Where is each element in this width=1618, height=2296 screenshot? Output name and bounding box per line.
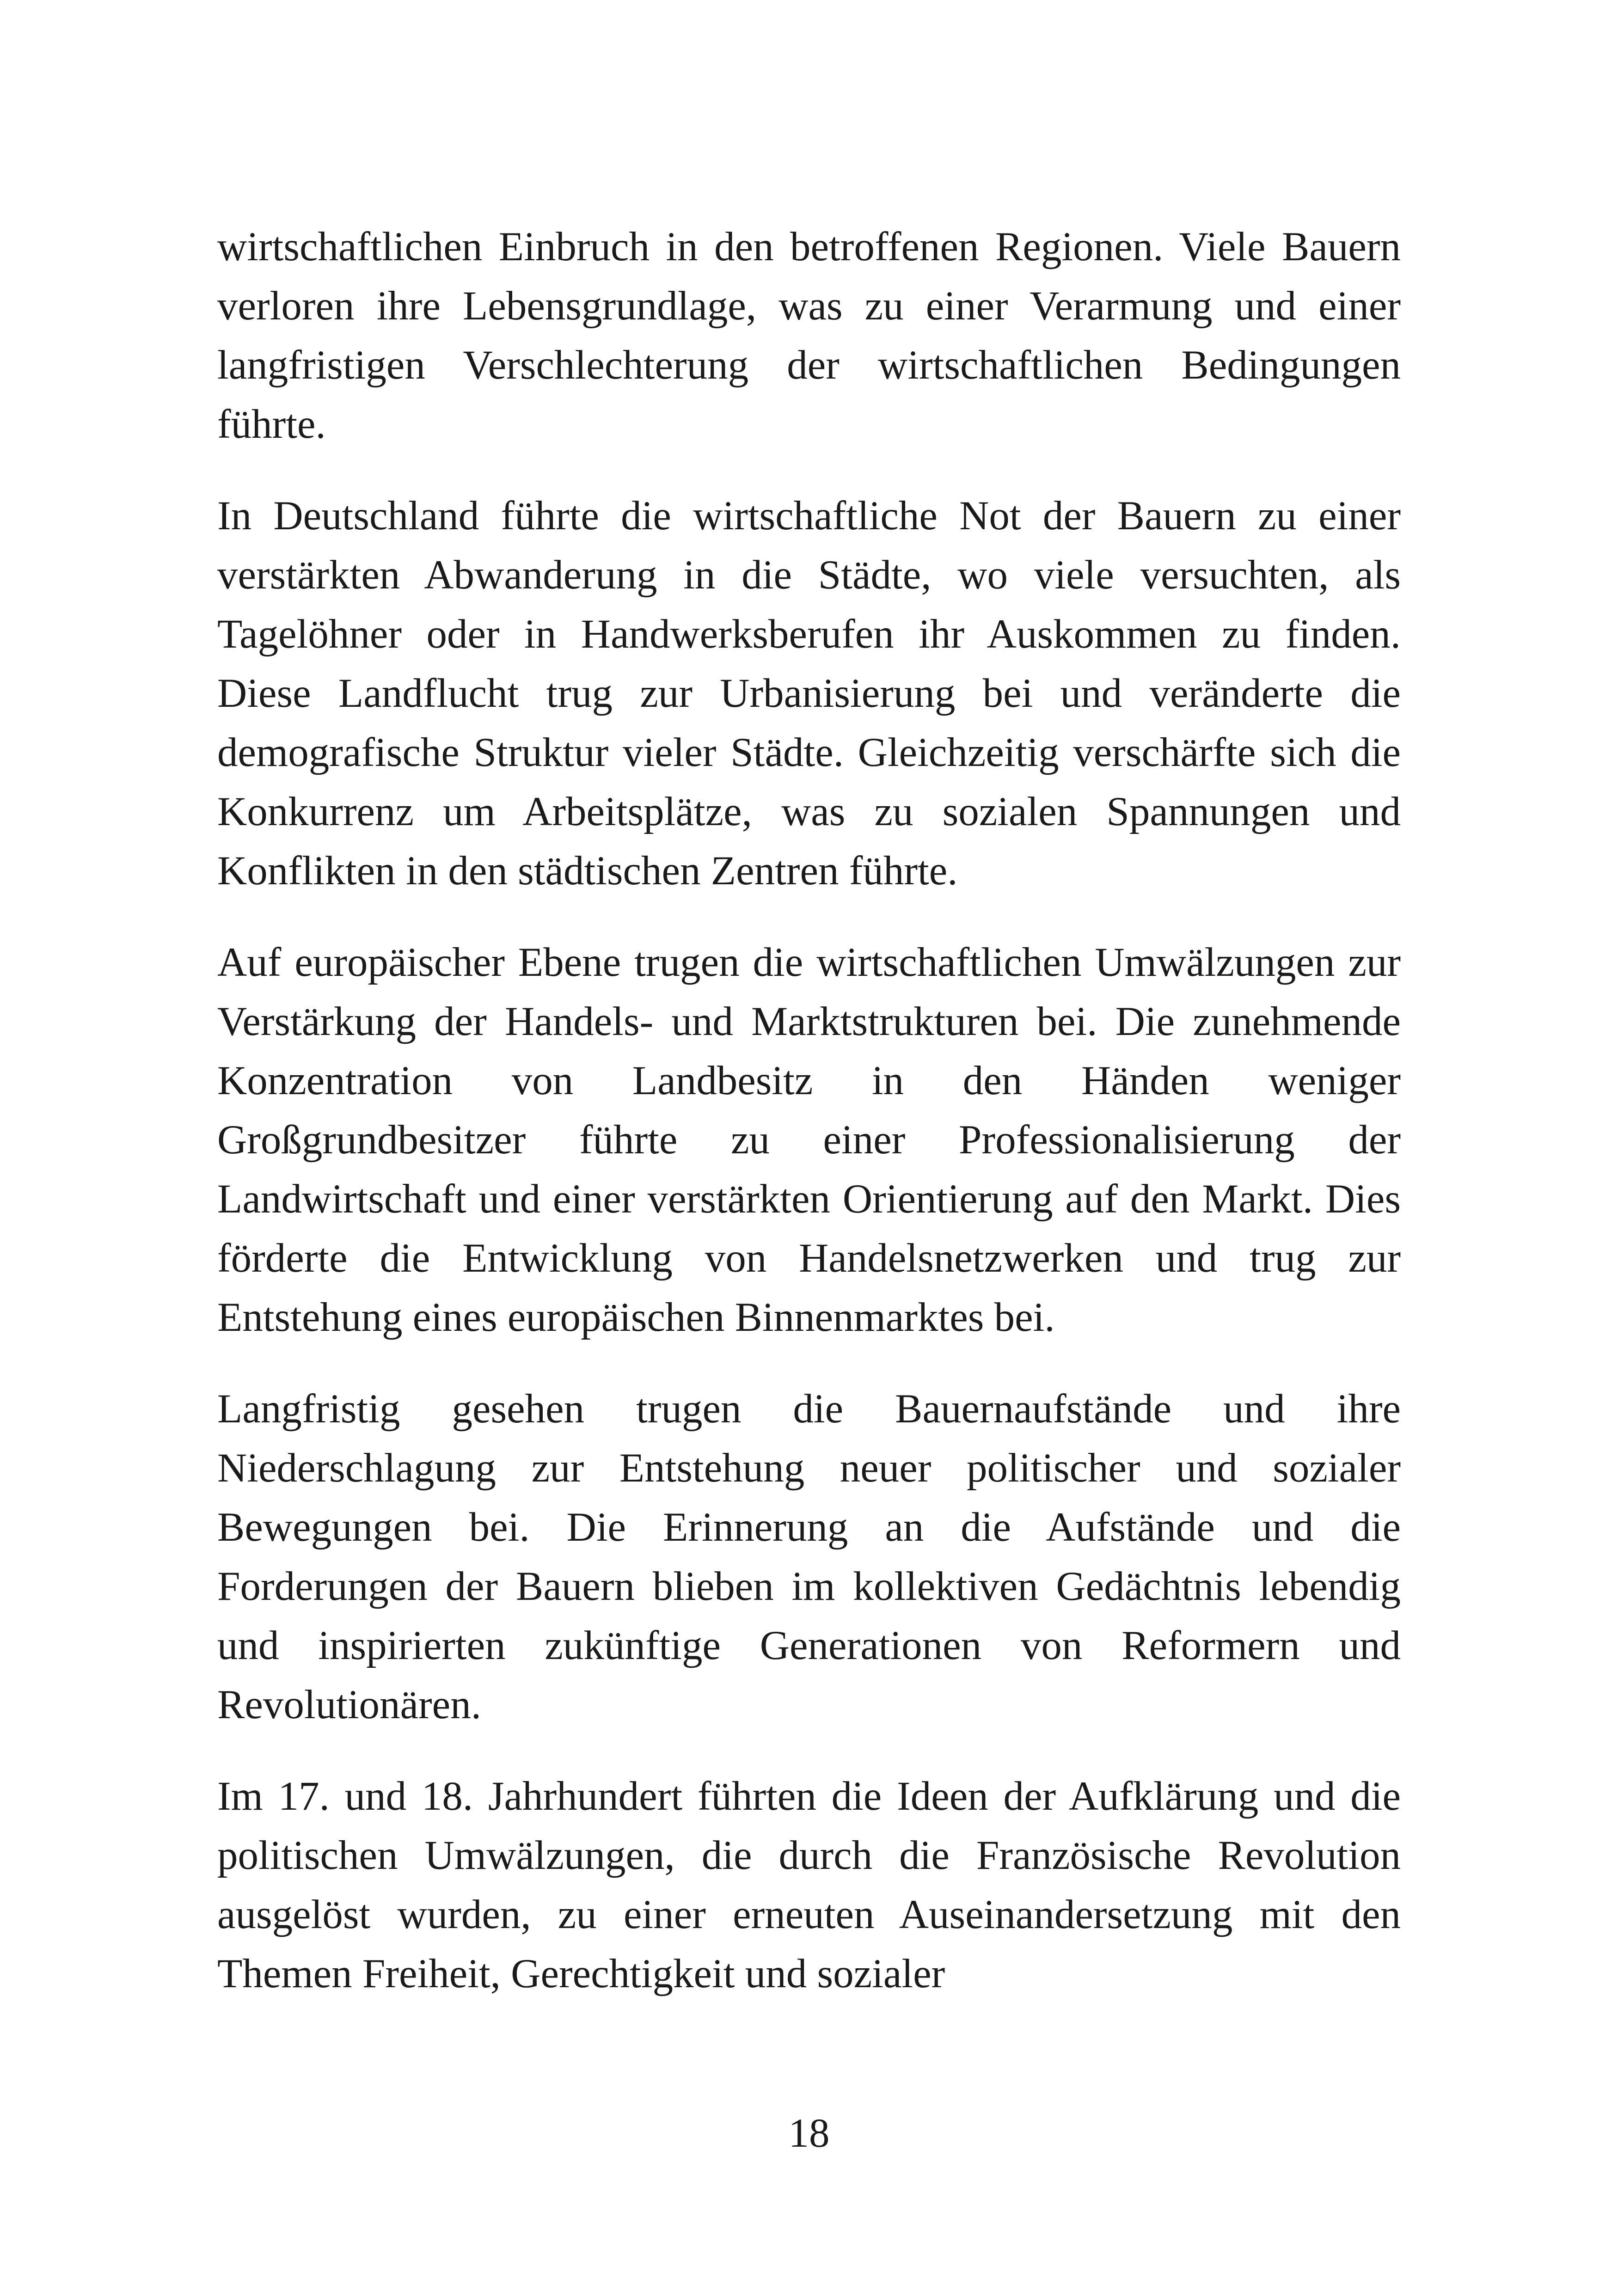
page-number: 18 — [788, 2111, 830, 2156]
paragraph-2: In Deutschland führte die wirtschaftliche Not der Bauern zu einer verstärkten Abwanderung in die Städte, wo viele versuchten, als Tagelöhner oder in Handwerksberufen ihr Auskommen zu finden. Diese Landflucht trug zur Urbanisierung bei und veränderte die demografische Struktur vieler Städte. Gleichzeitig verschärfte sich die Konkurrenz um Arbeitsplätze, was zu sozialen Spannungen und Konflikten in den städtischen Zentren führte. — [217, 493, 1401, 894]
paragraph-4: Langfristig gesehen trugen die Bauernaufstände und ihre Niederschlagung zur Entstehung neuer politischer und sozialer Bewegungen bei. Die Erinnerung an die Aufstände und die Forderungen der Bauern blieben im kollektiven Gedächtnis lebendig und inspirierten zukünftige Generationen von Reformern und Revolutionären. — [217, 1386, 1401, 1727]
paragraph-1: wirtschaftlichen Einbruch in den betroffenen Regionen. Viele Bauern verloren ihre Lebensgrundlage, was zu einer Verarmung und einer langfristigen Verschlechterung der wirtschaftlichen Bedingungen führte. — [217, 224, 1401, 447]
body-text — [217, 217, 1401, 2036]
paragraph-3: Auf europäischer Ebene trugen die wirtschaftlichen Umwälzungen zur Verstärkung der Handels- und Marktstrukturen bei. Die zunehmende Konzentration von Landbesitz in den Händen weniger Großgrundbesitzer führte zu einer Professionalisierung der Landwirtschaft und einer verstärkten Orientierung auf den Markt. Dies förderte die Entwicklung von Handelsnetzwerken und trug zur Entstehung eines europäischen Binnenmarktes bei. — [217, 940, 1401, 1340]
paragraph-5: Im 17. und 18. Jahrhundert führten die Ideen der Aufklärung und die politischen Umwälzungen, die durch die Französische Revolution ausgelöst wurden, zu einer erneuten Auseinandersetzung mit den Themen Freiheit, Gerechtigkeit und sozialer — [217, 1774, 1401, 1996]
